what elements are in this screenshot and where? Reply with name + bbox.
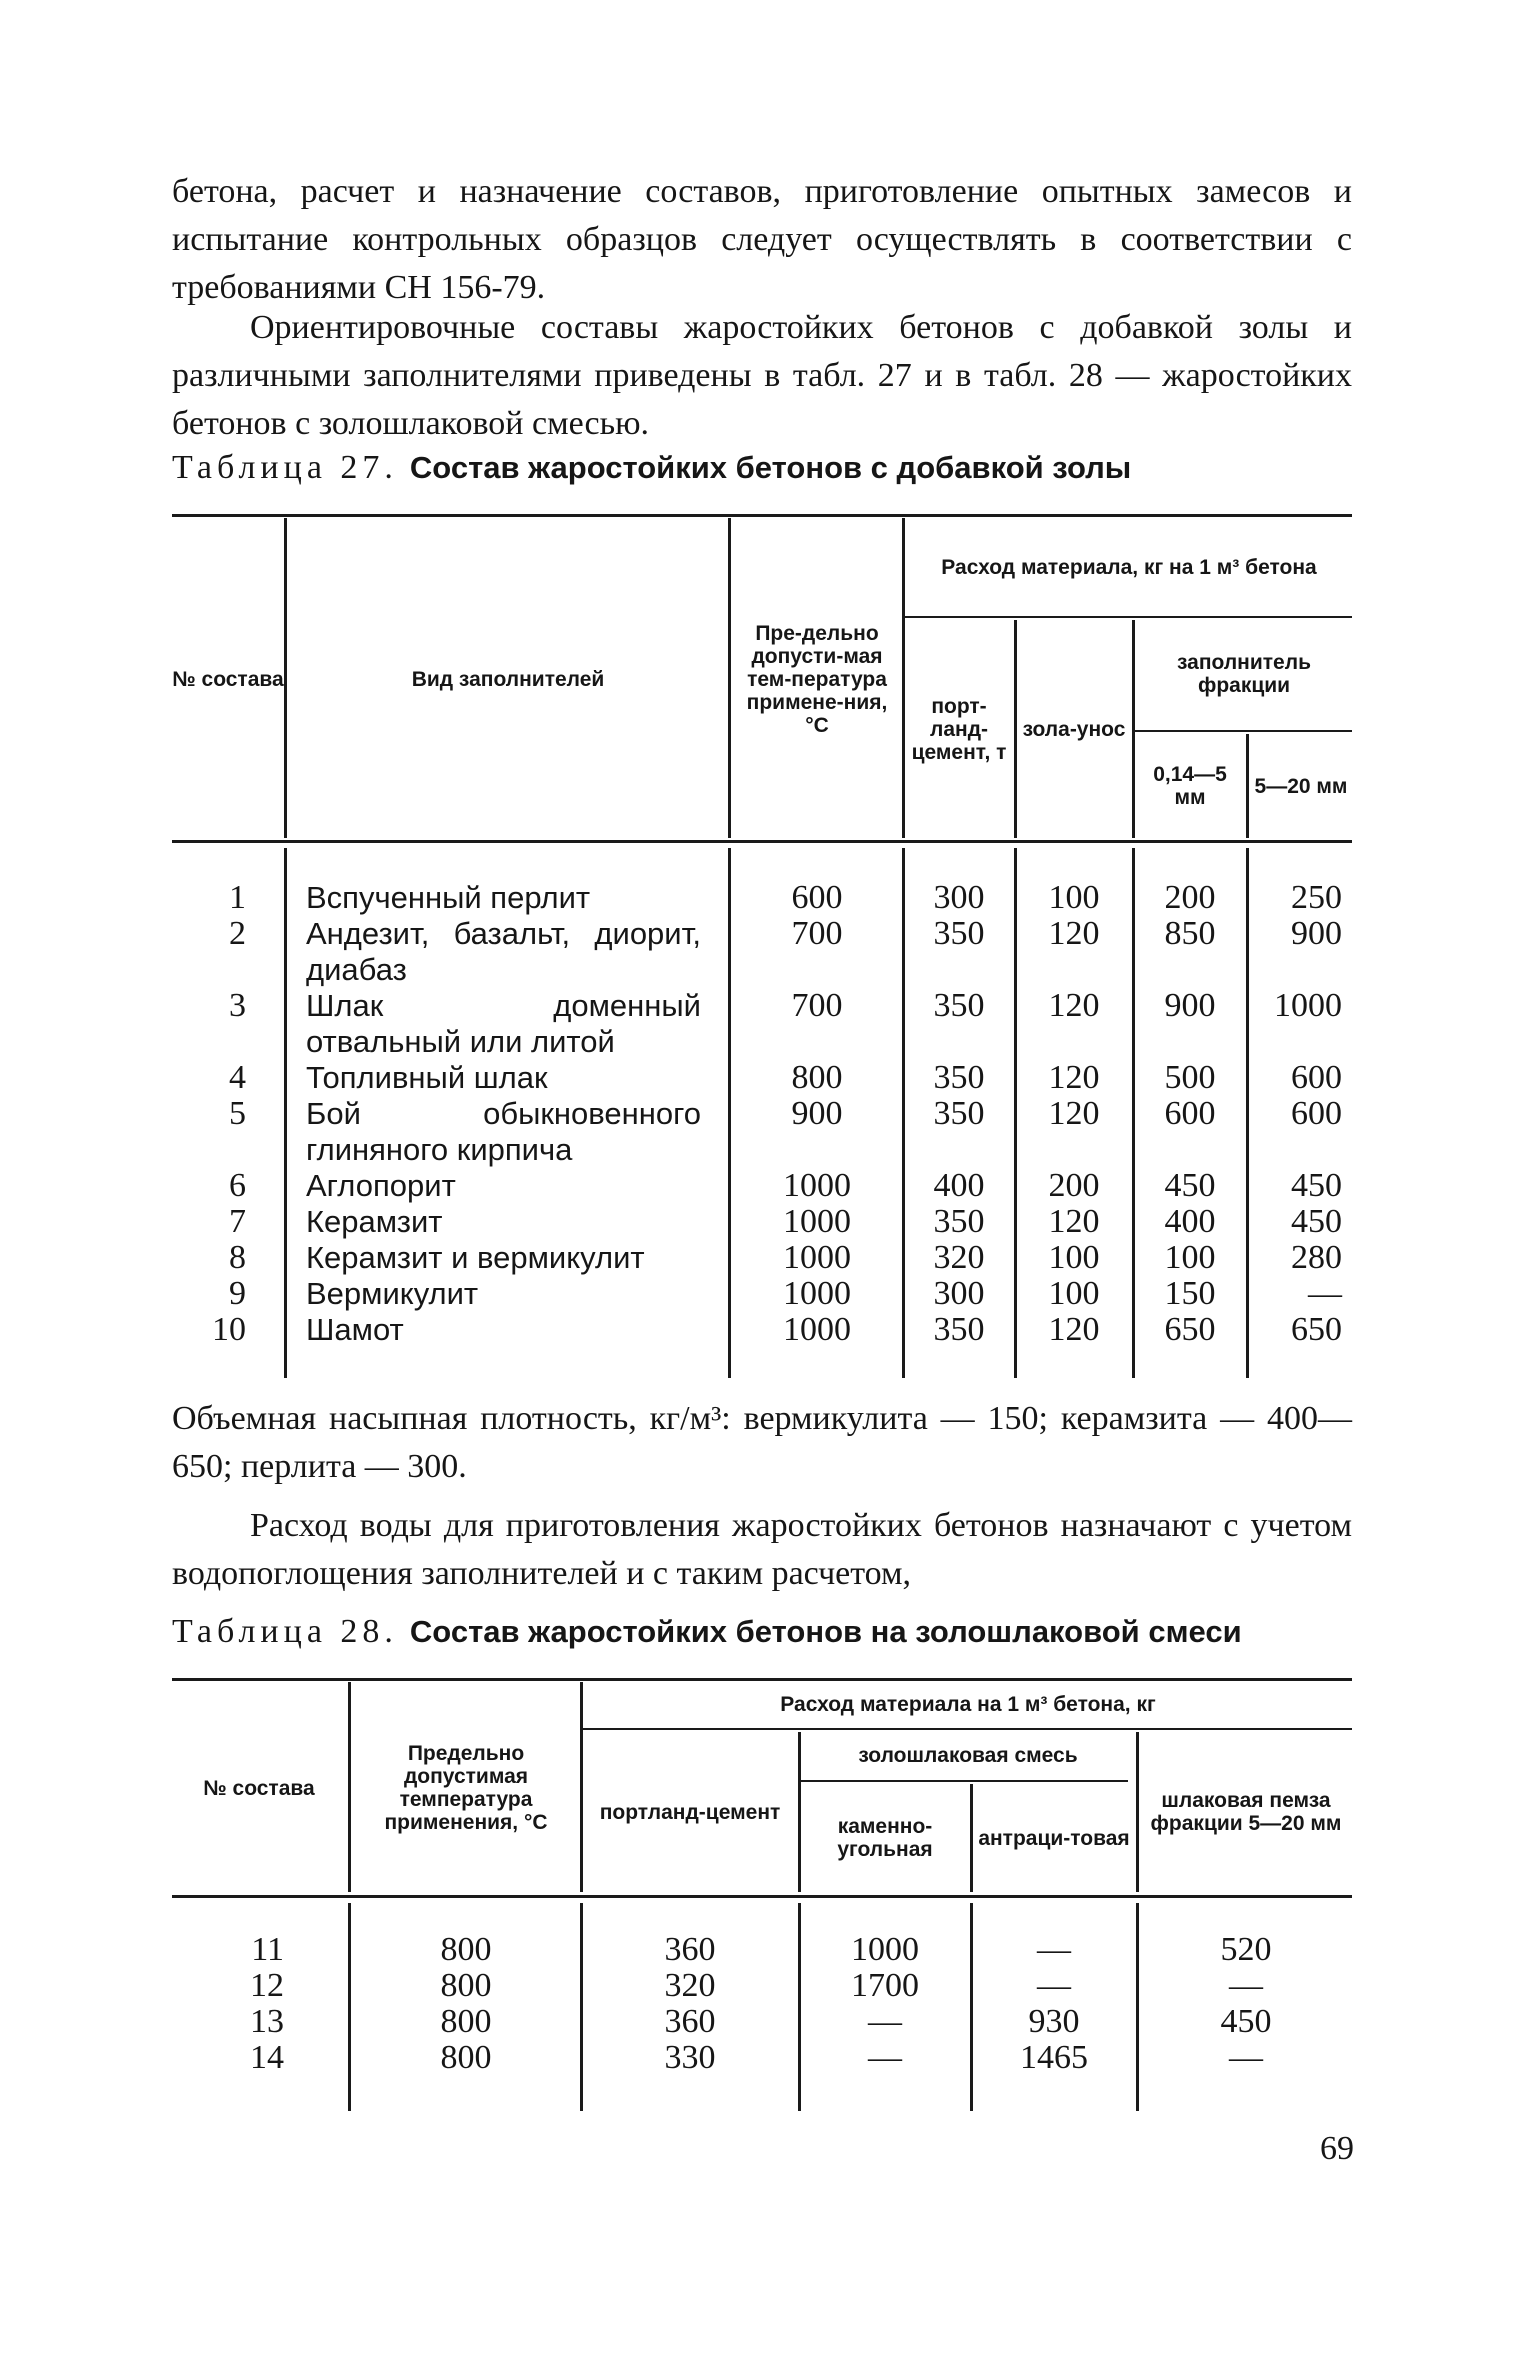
t27-row-10-num: 10 [212, 1311, 246, 1348]
t27-row-4-cement: 350 [933, 1059, 985, 1096]
t27-row-2-cement: 350 [933, 915, 985, 952]
t27-row-3-ash: 120 [1048, 987, 1100, 1024]
t28-row-12-anthracite: — [1037, 1967, 1071, 2004]
t27-row-8-ash: 100 [1048, 1239, 1100, 1276]
t27-row-1-ash: 100 [1048, 879, 1100, 916]
t27-row-6-ash: 200 [1048, 1167, 1100, 1204]
table28-header-anthracite: антраци-товая [978, 1826, 1130, 1850]
t28-row-12-temp: 800 [440, 1967, 492, 2004]
t28-row-13-num: 13 [250, 2003, 284, 2040]
t28-row-13-pumice: 450 [1220, 2003, 1272, 2040]
t27-row-3-num: 3 [229, 987, 246, 1024]
t28-row-12-cement: 320 [664, 1967, 716, 2004]
t27-row-4-ash: 120 [1048, 1059, 1100, 1096]
t28-row-11-temp: 800 [440, 1931, 492, 1968]
t27-row-2-temp: 700 [791, 915, 843, 952]
t27-row-7-cement: 350 [933, 1203, 985, 1240]
density-note: Объемная насыпная плотность, кг/м³: вермикулита — 150; керамзита — 400—650; перлита — 300. [172, 1400, 1352, 1485]
t27-row-2-ash: 120 [1048, 915, 1100, 952]
t28-row-14-pumice: — [1229, 2039, 1263, 2076]
table27-header-frac2: 5—20 мм [1254, 774, 1348, 798]
page-number: 69 [1320, 2130, 1354, 2167]
t28-row-14-num: 14 [250, 2039, 284, 2076]
t27-row-8-frac1: 100 [1164, 1239, 1216, 1276]
t27-row-6-frac1: 450 [1164, 1167, 1216, 1204]
t27-row-7-ash: 120 [1048, 1203, 1100, 1240]
t27-row-7-num: 7 [229, 1203, 246, 1240]
table28-header-mix: золошлаковая смесь [858, 1743, 1078, 1767]
t27-row-7-frac2: 450 [1291, 1203, 1342, 1240]
table28-header-consumption: Расход материала на 1 м³ бетона, кг [780, 1692, 1156, 1716]
t27-row-2-num: 2 [229, 915, 246, 952]
t27-row-3-temp: 700 [791, 987, 843, 1024]
t28-row-12-coal: 1700 [851, 1967, 919, 2004]
t28-row-11-anthracite: — [1037, 1931, 1071, 1968]
t28-row-13-anthracite: 930 [1028, 2003, 1080, 2040]
t27-row-2-frac2: 900 [1291, 915, 1342, 952]
table28-header-number: № состава [203, 1776, 315, 1800]
t27-row-5-frac1: 600 [1164, 1095, 1216, 1132]
table28-header-coal: каменно-угольная [837, 1815, 933, 1861]
t27-row-4-frac2: 600 [1291, 1059, 1342, 1096]
t28-row-14-anthracite: 1465 [1020, 2039, 1088, 2076]
table27-header-ash: зола-унос [1022, 717, 1126, 741]
t27-row-9-num: 9 [229, 1275, 246, 1312]
t27-row-5-frac2: 600 [1291, 1095, 1342, 1132]
table28-header-temperature: Предельно допустимая температура применения, °С [384, 1742, 548, 1834]
table27-caption [172, 446, 1352, 490]
t27-row-10-frac2: 650 [1291, 1311, 1342, 1348]
t28-row-11-coal: 1000 [851, 1931, 919, 1968]
t27-row-1-frac2: 250 [1291, 879, 1342, 916]
t28-row-13-temp: 800 [440, 2003, 492, 2040]
t27-row-2-name: Андезит, базальт, диорит, диабаз [306, 916, 701, 987]
t27-row-4-temp: 800 [791, 1059, 843, 1096]
t27-row-8-cement: 320 [933, 1239, 985, 1276]
t27-row-4-name: Топливный шлак [306, 1060, 548, 1095]
t28-row-14-cement: 330 [664, 2039, 716, 2076]
t27-row-8-temp: 1000 [783, 1239, 851, 1276]
t28-row-14-temp: 800 [440, 2039, 492, 2076]
t27-row-5-temp: 900 [791, 1095, 843, 1132]
t28-row-13-coal: — [868, 2003, 902, 2040]
t27-row-7-temp: 1000 [783, 1203, 851, 1240]
table27-header-filler: Вид заполнителей [411, 667, 605, 691]
table27-header-number: № состава [172, 667, 284, 691]
t27-row-3-cement: 350 [933, 987, 985, 1024]
t27-row-7-name: Керамзит [306, 1204, 443, 1239]
table27-caption-label: Таблица 27. [172, 449, 398, 486]
t28-row-12-num: 12 [250, 1967, 284, 2004]
water-paragraph: Расход воды для приготовления жаростойких бетонов назначают с учетом водопоглощения заполнителей и с таким расчетом, [172, 1507, 1352, 1592]
t27-row-1-name: Вспученный перлит [306, 880, 591, 915]
t27-row-8-num: 8 [229, 1239, 246, 1276]
t27-row-1-temp: 600 [791, 879, 843, 916]
t27-row-10-cement: 350 [933, 1311, 985, 1348]
t27-row-3-name: Шлак доменный отвальный или литой [306, 988, 701, 1059]
table27-header-cement: порт-ланд-цемент, т [911, 694, 1007, 764]
t27-row-8-name: Керамзит и вермикулит [306, 1240, 645, 1275]
t28-row-13-cement: 360 [664, 2003, 716, 2040]
table28-header-pumice: шлаковая пемза фракции 5—20 мм [1150, 1789, 1342, 1835]
t27-row-9-frac2: — [1308, 1275, 1342, 1312]
table28-caption [172, 1610, 1352, 1654]
t27-row-5-cement: 350 [933, 1095, 985, 1132]
table27-header-consumption: Расход материала, кг на 1 м³ бетона [941, 555, 1317, 579]
t27-row-8-frac2: 280 [1291, 1239, 1342, 1276]
t27-row-3-frac1: 900 [1164, 987, 1216, 1024]
t27-row-4-num: 4 [229, 1059, 246, 1096]
t27-row-10-ash: 120 [1048, 1311, 1100, 1348]
table27-header-fraction: заполнитель фракции [1177, 651, 1311, 697]
t27-row-1-num: 1 [229, 879, 246, 916]
t27-row-7-frac1: 400 [1164, 1203, 1216, 1240]
t27-row-9-ash: 100 [1048, 1275, 1100, 1312]
t27-row-10-frac1: 650 [1164, 1311, 1216, 1348]
t27-row-9-temp: 1000 [783, 1275, 851, 1312]
paragraph-tables-reference: Ориентировочные составы жаростойких бетонов с добавкой золы и различными заполнителями приведены в табл. 27 и в табл. 28 — жаростойких бетонов с золошлаковой смесью. [172, 309, 1352, 442]
t27-row-1-frac1: 200 [1164, 879, 1216, 916]
t28-row-11-pumice: 520 [1220, 1931, 1272, 1968]
intro-paragraph: бетона, расчет и назначение составов, приготовление опытных замесов и испытание контрольных образцов следует осуществлять в соответствии с требованиями СН 156-79. [172, 173, 1352, 306]
t27-row-2-frac1: 850 [1164, 915, 1216, 952]
t27-row-9-cement: 300 [933, 1275, 985, 1312]
t28-row-14-coal: — [868, 2039, 902, 2076]
t27-row-5-name: Бой обыкновенного глиняного кирпича [306, 1096, 701, 1167]
t27-row-4-frac1: 500 [1164, 1059, 1216, 1096]
table28-header-cement: портланд-цемент [599, 1800, 781, 1824]
t28-row-12-pumice: — [1229, 1967, 1263, 2004]
t27-row-5-ash: 120 [1048, 1095, 1100, 1132]
t28-row-11-cement: 360 [664, 1931, 716, 1968]
t27-row-9-frac1: 150 [1164, 1275, 1216, 1312]
t27-row-6-num: 6 [229, 1167, 246, 1204]
table27-header-frac1: 0,14—5 мм [1153, 763, 1227, 809]
t28-row-11-num: 11 [251, 1931, 284, 1968]
table28-caption-title: Состав жаростойких бетонов на золошлаковой смеси [409, 1614, 1242, 1649]
t27-row-3-frac2: 1000 [1274, 987, 1342, 1024]
t27-row-5-num: 5 [229, 1095, 246, 1132]
t27-row-1-cement: 300 [933, 879, 985, 916]
t27-row-6-cement: 400 [933, 1167, 985, 1204]
t27-row-6-temp: 1000 [783, 1167, 851, 1204]
t27-row-6-name: Аглопорит [306, 1168, 456, 1203]
table28-caption-label: Таблица 28. [172, 1613, 398, 1650]
t27-row-10-temp: 1000 [783, 1311, 851, 1348]
table27-caption-title: Состав жаростойких бетонов с добавкой золы [409, 450, 1132, 485]
t27-row-9-name: Вермикулит [306, 1276, 479, 1311]
t27-row-6-frac2: 450 [1291, 1167, 1342, 1204]
table27-header-temperature: Пре-дельно допусти-мая тем-пература примене-ния, °С [746, 621, 888, 737]
t27-row-10-name: Шамот [306, 1312, 404, 1347]
